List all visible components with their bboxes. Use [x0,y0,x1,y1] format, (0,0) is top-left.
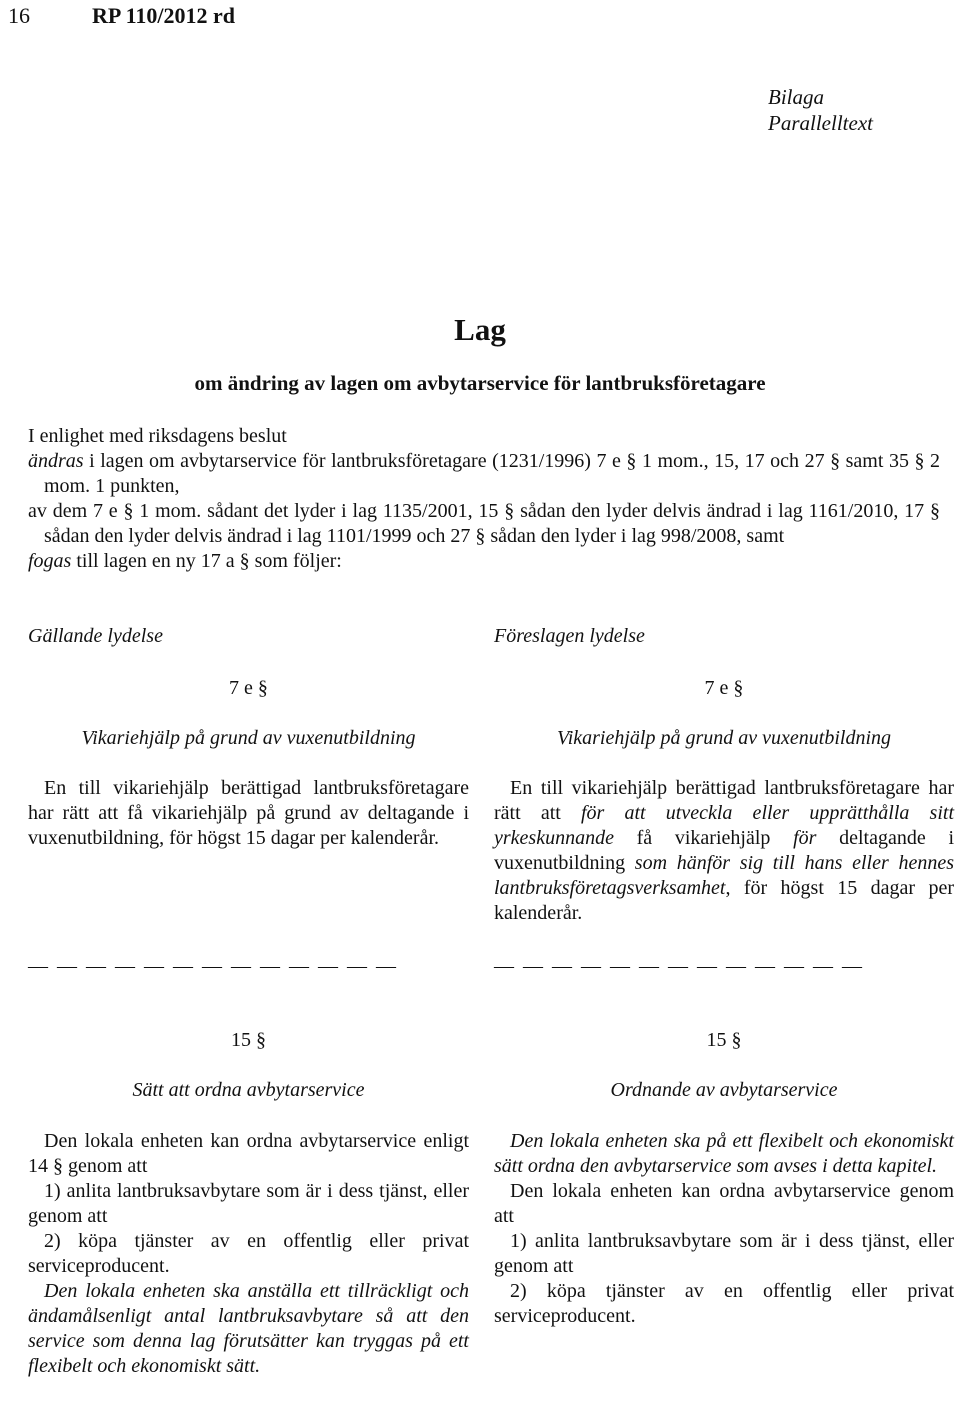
appendix-label [768,84,873,136]
andras-text: i lagen om avbytarservice för lantbruksföretagare (1231/1996) 7 e § 1 mom., 15, 17 och 27 § samt 35 § 2 mom. 1 punkten, [44,450,940,497]
left-section-15-title: Sätt att ordna avbytarservice [132,1079,365,1101]
right-7e-part-a: En till vikariehjälp berättigad lantbruksföretagare har rätt att [494,777,954,824]
right-section-7e-number: 7 e § [704,677,744,699]
intro-andras [28,449,940,499]
right-7e-part-d: för [793,827,817,849]
fogas-text: till lagen en ny 17 a § som följer: [71,550,342,572]
right-column-heading [494,624,954,649]
right-separator: — — — — — — — — — — — — — [494,955,864,977]
left-15-p1: Den lokala enheten kan ordna avbytarservice enligt 14 § genom att [28,1130,469,1177]
law-subtitle: om ändring av lagen om avbytarservice för lantbruksföretagare [194,371,766,395]
left-section-7e-title: Vikariehjälp på grund av vuxenutbildning [81,727,416,749]
right-7e-paragraph [494,776,954,926]
left-section-15-number: 15 § [231,1029,266,1051]
right-15-p3: 1) anlita lantbruksavbytare som är i dess tjänst, eller genom att [494,1230,954,1277]
appendix-label-line2: Parallelltext [768,111,873,135]
right-section-7e-text [494,776,954,926]
right-section-7e-title: Vikariehjälp på grund av vuxenutbildning [556,727,891,749]
right-15-p2: Den lokala enheten kan ordna avbytarservice genom att [494,1180,954,1227]
left-15-p3: 2) köpa tjänster av en offentlig eller privat serviceproducent. [28,1230,469,1277]
right-15-p4: 2) köpa tjänster av en offentlig eller privat serviceproducent. [494,1280,954,1327]
left-section-7e-number: 7 e § [229,677,268,699]
intro-line: I enlighet med riksdagens beslut [28,425,287,447]
intro-av-dem: av dem 7 e § 1 mom. sådant det lyder i lag 1135/2001, 15 § sådan den lyder delvis ändrad i lag 1161/2010, 17 § sådan den lyder delvis ändrad i lag 1101/1999 och 27 § sådan den lyder i lag 998/2008, samt [28,500,940,547]
left-column-heading [28,624,469,649]
right-7e-part-c: få vikariehjälp [613,827,794,849]
fogas-word: fogas [28,550,72,572]
right-section-15-number: 15 § [706,1029,742,1051]
right-15-p1: Den lokala enheten ska på ett flexibelt och ekonomiskt sätt ordna den avbytarservice som avses i detta kapitel. [494,1130,954,1177]
left-7e-paragraph: En till vikariehjälp berättigad lantbruksföretagare har rätt att få vikariehjälp på grund av deltagande i vuxenutbildning, för högst 15 dagar per kalenderår. [28,777,469,849]
left-heading-text: Gällande lydelse [28,625,163,647]
left-section-7e-text [28,776,469,851]
appendix-label-line1: Bilaga [768,85,824,109]
right-section-15-title: Ordnande av avbytarservice [610,1079,838,1101]
intro-fogas [28,549,940,574]
left-15-p4: Den lokala enheten ska anställa ett tillräckligt och ändamålsenligt antal lantbruksavbytare så att den service som denna lag förutsätter kan tryggas på ett flexibelt och ekonomiskt sätt. [28,1280,469,1377]
document-id: RP 110/2012 rd [92,3,236,28]
right-7e-part-e: deltagande i vuxenutbildning [494,827,954,874]
law-title: Lag [454,312,506,347]
right-7e-part-g: , för högst 15 dagar per kalenderår. [494,877,954,924]
right-heading-text: Föreslagen lydelse [494,625,645,647]
right-7e-part-b: för att utveckla eller upprätthålla sitt yrkeskunnande [494,802,955,849]
page-number: 16 [8,3,30,28]
right-section-15-text [494,1129,954,1329]
left-separator: — — — — — — — — — — — — — [28,955,398,977]
left-15-p2: 1) anlita lantbruksavbytare som är i dess tjänst, eller genom att [28,1180,469,1227]
right-7e-part-f: som hänför sig till hans eller hennes lantbruksföretagsverksamhet [494,852,954,899]
left-section-15-text [28,1129,469,1379]
intro-block [28,424,940,574]
andras-word: ändras [28,450,84,472]
